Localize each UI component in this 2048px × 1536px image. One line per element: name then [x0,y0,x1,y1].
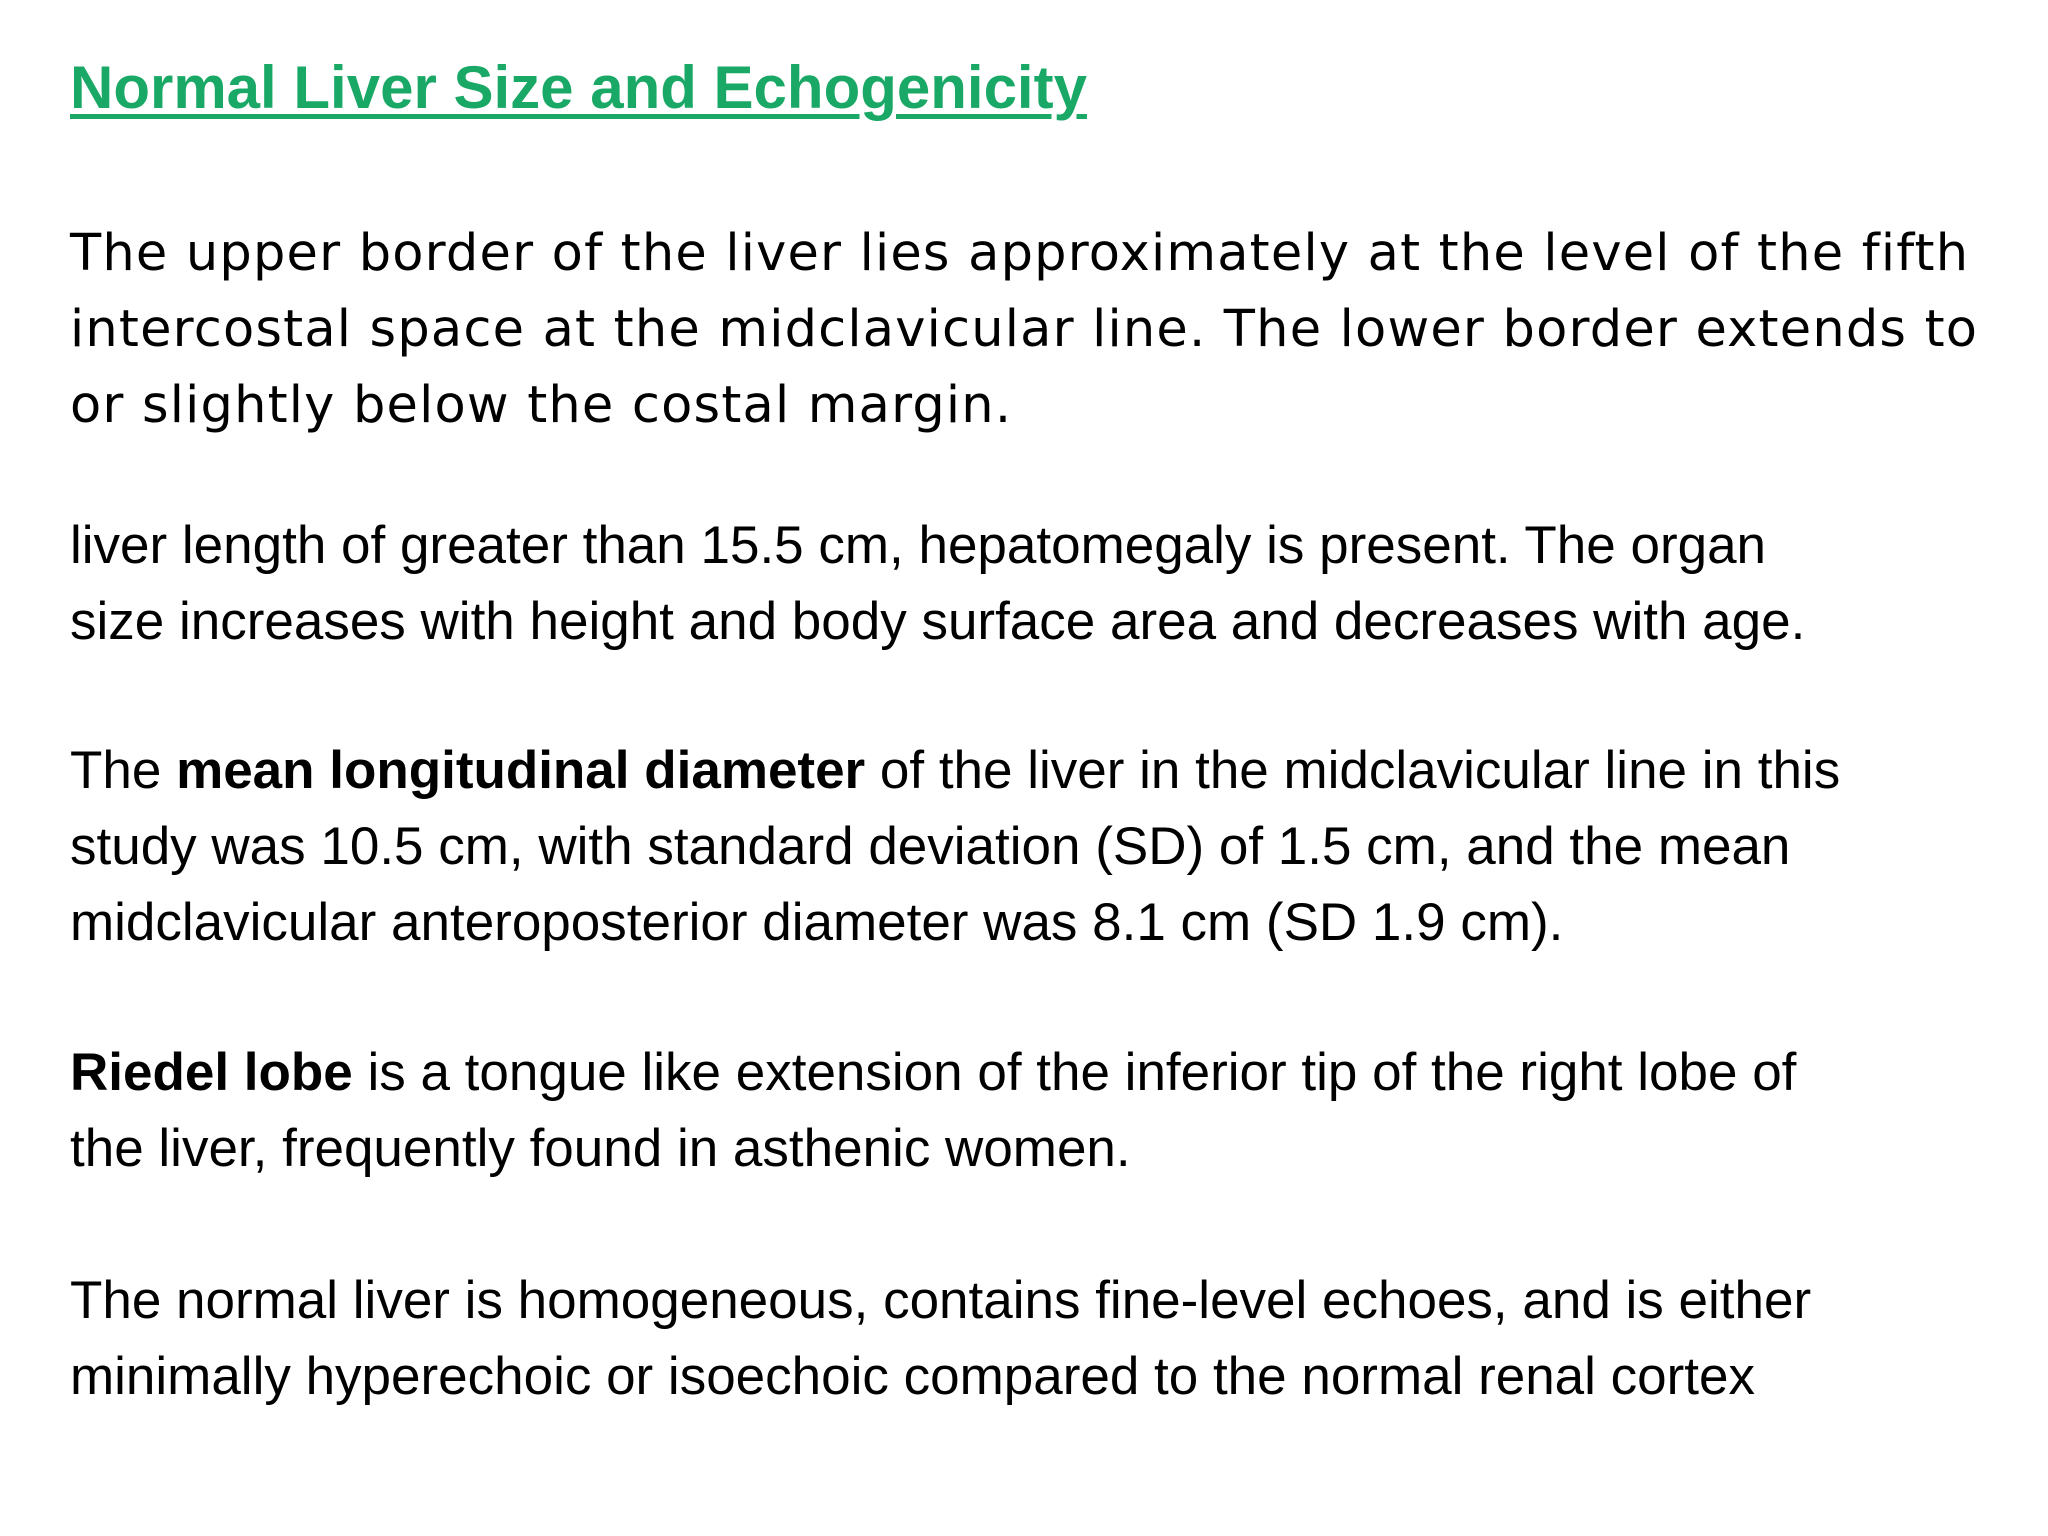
paragraph-hepatomegaly [70,508,1805,660]
paragraph-line: midclavicular anteroposterior diameter was 8.1 cm (SD 1.9 cm). [70,893,1564,952]
bold-term: Riedel lobe [70,1043,353,1102]
paragraph-line: intercostal space at the midclavicular line. The lower border extends to [70,300,1979,359]
paragraph-line: or slightly below the costal margin. [70,376,1013,435]
text-run: of the liver in the midclavicular line in this [865,741,1841,800]
paragraph-liver-borders [70,216,1978,444]
paragraph-line [70,1035,1796,1111]
paragraph-line: minimally hyperechoic or isoechoic compared to the normal renal cortex [70,1347,1755,1406]
bold-term: mean longitudinal diameter [176,741,866,800]
paragraph-echogenicity [70,1263,1811,1415]
paragraph-line [70,733,1840,809]
paragraph-line: liver length of greater than 15.5 cm, hepatomegaly is present. The organ [70,516,1767,575]
page-title: Normal Liver Size and Echogenicity [70,54,1087,121]
text-run: is a tongue like extension of the inferior tip of the right lobe of [352,1043,1797,1102]
paragraph-line: the liver, frequently found in asthenic women. [70,1119,1131,1178]
paragraph-line: size increases with height and body surface area and decreases with age. [70,592,1806,651]
paragraph-line: study was 10.5 cm, with standard deviation (SD) of 1.5 cm, and the mean [70,817,1791,876]
paragraph-riedel-lobe [70,1035,1796,1187]
paragraph-line: The upper border of the liver lies approximately at the level of the fifth [70,224,1970,283]
paragraph-mean-diameter [70,733,1840,961]
text-run: The [70,741,177,800]
paragraph-line: The normal liver is homogeneous, contains fine-level echoes, and is either [70,1271,1812,1330]
